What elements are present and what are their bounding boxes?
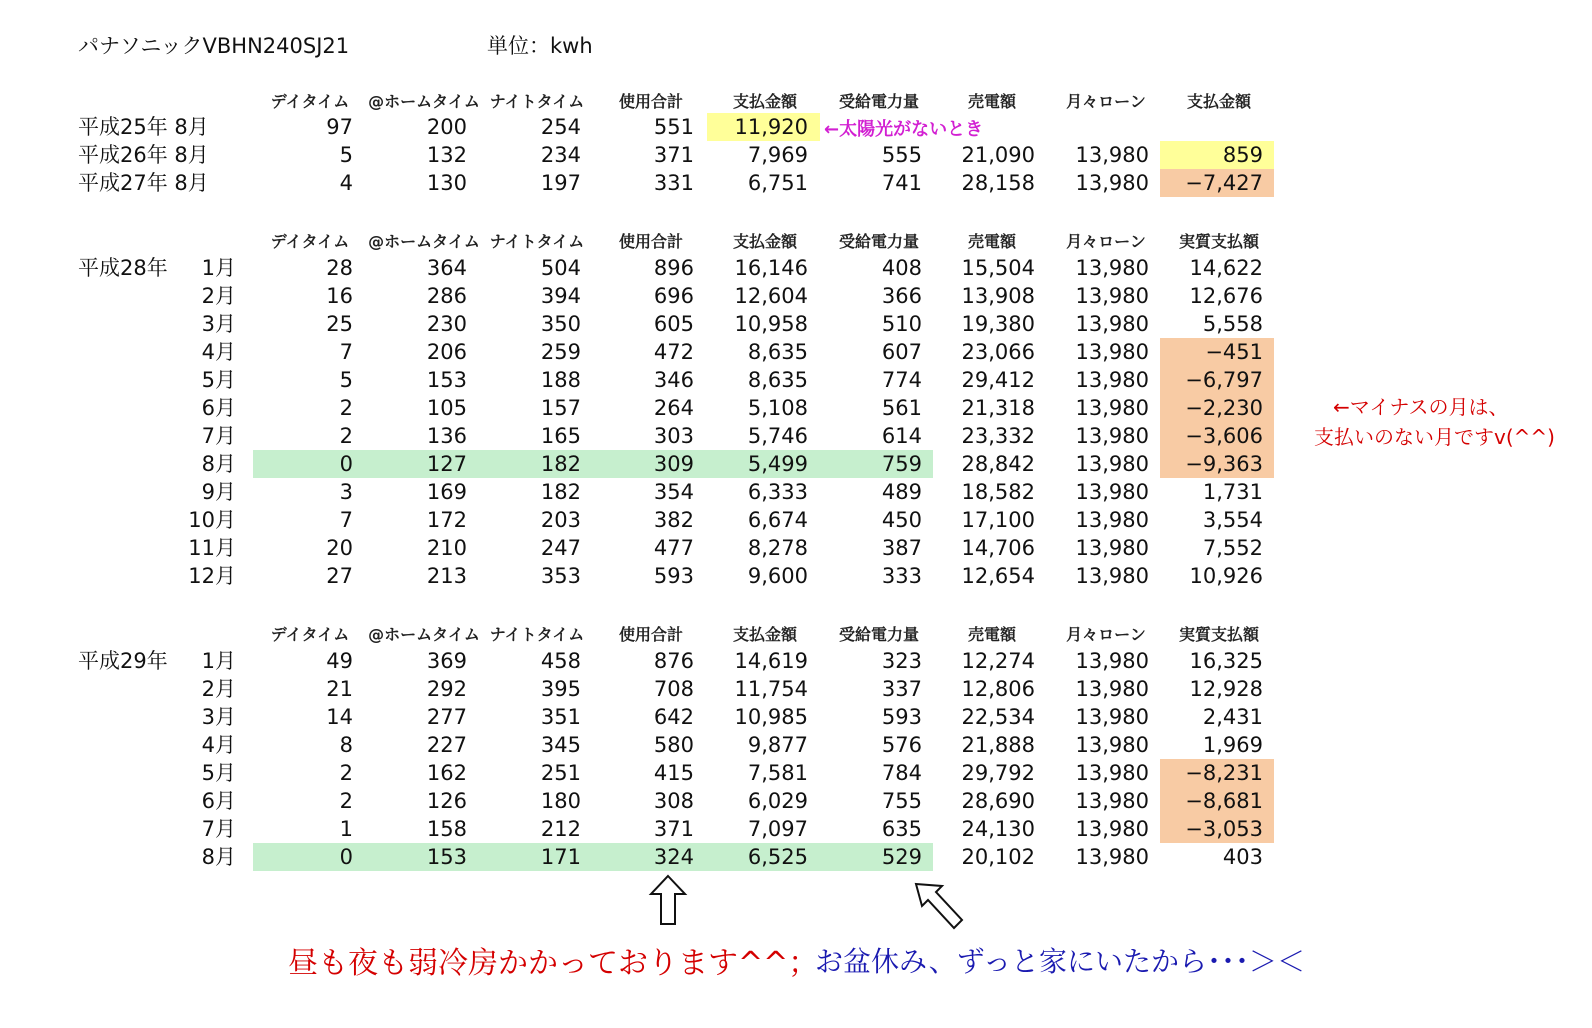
section2-header-6: 受給電力量 [838, 232, 919, 251]
section2-cell: 477 [653, 536, 694, 560]
diagonal-arrow-icon [912, 880, 968, 932]
sheet-title: パナソニックVBHN240SJ21 [78, 34, 350, 58]
section2-cell: 8,635 [747, 340, 808, 364]
section2-cell: 7 [339, 340, 353, 364]
section1-cell: 6,751 [747, 171, 808, 195]
section3-cell: 876 [653, 649, 694, 673]
section2-cell: 759 [881, 452, 922, 476]
caption-obon: お盆休み、ずっと家にいたから･･･＞＜ [815, 945, 1306, 978]
section2-cell: 19,380 [961, 312, 1035, 336]
section2-cell: 510 [881, 312, 922, 336]
section3-cell: −8,231 [1185, 761, 1263, 785]
section3-cell: 8 [339, 733, 353, 757]
section2-cell: 5,558 [1202, 312, 1263, 336]
section3-cell: 162 [426, 761, 467, 785]
section2-cell: 9,600 [747, 564, 808, 588]
section3-year-label: 平成29年 [78, 649, 168, 673]
section3-cell: 13,980 [1075, 649, 1149, 673]
section2-cell: 16,146 [734, 256, 808, 280]
section3-cell: 14 [326, 705, 353, 729]
section3-cell: 580 [653, 733, 694, 757]
section2-header-2: @ホームタイム [368, 232, 480, 251]
section1-row-label: 平成26年 8月 [78, 143, 209, 167]
section2-cell: 6,333 [747, 480, 808, 504]
section3-cell: 635 [881, 817, 922, 841]
section3-cell: 337 [881, 677, 922, 701]
section2-cell: 8,278 [747, 536, 808, 560]
section1-header-4: 使用合計 [618, 92, 683, 111]
section3-cell: 593 [881, 705, 922, 729]
section2-cell: 387 [881, 536, 922, 560]
section3-cell: 7,097 [747, 817, 808, 841]
section3-cell: 180 [540, 789, 581, 813]
section1-header-6: 受給電力量 [838, 92, 919, 111]
section1-header-2: @ホームタイム [368, 92, 480, 111]
section2-header-5: 支払金額 [732, 232, 797, 251]
section3-cell: 13,980 [1075, 677, 1149, 701]
section2-cell: 607 [881, 340, 922, 364]
section2-row-label: 4月 [201, 340, 236, 364]
section3-row-label: 7月 [201, 817, 236, 841]
section3-cell: 7,581 [747, 761, 808, 785]
section3-cell: 784 [881, 761, 922, 785]
section2-cell: 450 [881, 508, 922, 532]
section1-cell: 13,980 [1075, 171, 1149, 195]
section3-cell: 13,980 [1075, 761, 1149, 785]
section2-cell: 333 [881, 564, 922, 588]
section3-header-1: デイタイム [270, 625, 350, 644]
section2-cell: 13,980 [1075, 508, 1149, 532]
section1-cell: 13,980 [1075, 143, 1149, 167]
section1-row-label: 平成27年 8月 [78, 171, 209, 195]
section2-cell: 896 [653, 256, 694, 280]
section3-cell: 345 [540, 733, 581, 757]
section2-cell: 408 [881, 256, 922, 280]
section3-header-5: 支払金額 [732, 625, 797, 644]
section3-cell: 2 [339, 761, 353, 785]
section1-cell: −7,427 [1185, 171, 1263, 195]
section2-cell: 203 [540, 508, 581, 532]
section3-cell: 324 [653, 845, 694, 869]
section2-cell: 12,604 [734, 284, 808, 308]
section2-cell: 182 [540, 480, 581, 504]
section2-cell: 13,980 [1075, 256, 1149, 280]
section1-cell: 5 [339, 143, 353, 167]
section2-cell: 10,958 [734, 312, 808, 336]
section3-cell: 351 [540, 705, 581, 729]
section3-cell: 642 [653, 705, 694, 729]
section2-cell: 354 [653, 480, 694, 504]
section2-cell: 13,980 [1075, 424, 1149, 448]
section1-header-9: 支払金額 [1186, 92, 1251, 111]
section3-cell: 323 [881, 649, 922, 673]
section2-cell: 17,100 [961, 508, 1035, 532]
section1-cell: 130 [426, 171, 467, 195]
section2-row-label: 1月 [201, 256, 236, 280]
section2-cell: 561 [881, 396, 922, 420]
section2-cell: 8,635 [747, 368, 808, 392]
section3-cell: 10,985 [734, 705, 808, 729]
section1-cell: 7,969 [747, 143, 808, 167]
section2-cell: 13,980 [1075, 312, 1149, 336]
section3-cell: 1 [339, 817, 353, 841]
section3-cell: 171 [540, 845, 581, 869]
caption-cooling: 昼も夜も弱冷房かかっております^^； [288, 946, 819, 981]
section2-cell: 105 [426, 396, 467, 420]
section3-cell: 13,980 [1075, 817, 1149, 841]
section2-row-label: 6月 [201, 396, 236, 420]
section3-row-label: 2月 [201, 677, 236, 701]
section3-header-6: 受給電力量 [838, 625, 919, 644]
section1-header-8: 月々ローン [1066, 92, 1146, 111]
section3-cell: 2,431 [1202, 705, 1263, 729]
section1-cell: 331 [653, 171, 694, 195]
section2-cell: 13,980 [1075, 536, 1149, 560]
section3-cell: 403 [1222, 845, 1263, 869]
section3-cell: 292 [426, 677, 467, 701]
section1-header-7: 売電額 [967, 92, 1016, 111]
section2-cell: 20 [326, 536, 353, 560]
section2-cell: 10,926 [1189, 564, 1263, 588]
section3-cell: 415 [653, 761, 694, 785]
section3-cell: 2 [339, 789, 353, 813]
section3-cell: 395 [540, 677, 581, 701]
section2-cell: 472 [653, 340, 694, 364]
section2-cell: 13,908 [961, 284, 1035, 308]
section3-header-7: 売電額 [967, 625, 1016, 644]
section2-cell: 13,980 [1075, 284, 1149, 308]
section2-cell: 0 [339, 452, 353, 476]
section3-cell: 13,980 [1075, 733, 1149, 757]
section2-cell: 286 [426, 284, 467, 308]
section2-cell: 157 [540, 396, 581, 420]
section3-cell: 708 [653, 677, 694, 701]
section2-row-label: 11月 [188, 536, 236, 560]
section2-cell: 2 [339, 424, 353, 448]
section2-cell: 13,980 [1075, 480, 1149, 504]
section2-header-8: 月々ローン [1066, 232, 1146, 251]
section2-cell: 172 [426, 508, 467, 532]
section2-cell: 13,980 [1075, 340, 1149, 364]
section3-cell: 755 [881, 789, 922, 813]
up-arrow-icon [648, 874, 688, 926]
section2-cell: 614 [881, 424, 922, 448]
section2-cell: 28,842 [961, 452, 1035, 476]
section2-cell: 5,499 [747, 452, 808, 476]
section2-row-label: 8月 [201, 452, 236, 476]
section3-header-4: 使用合計 [618, 625, 683, 644]
section2-cell: 2 [339, 396, 353, 420]
section3-cell: −8,681 [1185, 789, 1263, 813]
section1-cell: 551 [653, 115, 694, 139]
section2-row-label: 9月 [201, 480, 236, 504]
section3-cell: −3,053 [1185, 817, 1263, 841]
section3-cell: 369 [426, 649, 467, 673]
section2-cell: 206 [426, 340, 467, 364]
section3-row-label: 1月 [201, 649, 236, 673]
section2-cell: 382 [653, 508, 694, 532]
section3-cell: 20,102 [961, 845, 1035, 869]
section3-cell: 212 [540, 817, 581, 841]
section3-cell: 0 [339, 845, 353, 869]
section2-cell: 188 [540, 368, 581, 392]
unit-label: 単位：kwh [487, 34, 593, 58]
section3-cell: 12,274 [961, 649, 1035, 673]
section1-cell: 741 [881, 171, 922, 195]
minus-note-line2: 支払いのない月ですv(^^) [1314, 425, 1555, 449]
section2-cell: 696 [653, 284, 694, 308]
section3-row-label: 6月 [201, 789, 236, 813]
section2-cell: 169 [426, 480, 467, 504]
section2-cell: 3,554 [1202, 508, 1263, 532]
section3-row-label: 4月 [201, 733, 236, 757]
section2-cell: 153 [426, 368, 467, 392]
section3-cell: 9,877 [747, 733, 808, 757]
section1-header-1: デイタイム [270, 92, 350, 111]
section3-cell: 12,806 [961, 677, 1035, 701]
section2-cell: 16 [326, 284, 353, 308]
section2-cell: 14,706 [961, 536, 1035, 560]
section3-cell: 153 [426, 845, 467, 869]
section1-row-label: 平成25年 8月 [78, 115, 209, 139]
section3-cell: 227 [426, 733, 467, 757]
section2-cell: 593 [653, 564, 694, 588]
section3-cell: 13,980 [1075, 789, 1149, 813]
section3-cell: 12,928 [1189, 677, 1263, 701]
section2-cell: 6,674 [747, 508, 808, 532]
section2-cell: 13,980 [1075, 564, 1149, 588]
section2-cell: 5,108 [747, 396, 808, 420]
section2-cell: 3 [339, 480, 353, 504]
section2-header-9: 実質支払額 [1178, 232, 1259, 251]
section2-cell: 259 [540, 340, 581, 364]
section2-row-label: 5月 [201, 368, 236, 392]
section2-cell: 605 [653, 312, 694, 336]
section3-cell: 126 [426, 789, 467, 813]
section2-cell: 5,746 [747, 424, 808, 448]
section3-cell: 6,525 [747, 845, 808, 869]
section3-cell: 22,534 [961, 705, 1035, 729]
section1-cell: 21,090 [961, 143, 1035, 167]
section2-cell: 7,552 [1202, 536, 1263, 560]
section3-cell: 529 [881, 845, 922, 869]
section3-row-label: 3月 [201, 705, 236, 729]
section3-cell: 13,980 [1075, 845, 1149, 869]
section1-cell: 132 [426, 143, 467, 167]
section3-cell: 16,325 [1189, 649, 1263, 673]
section2-cell: 346 [653, 368, 694, 392]
section3-header-3: ナイトタイム [489, 625, 585, 644]
section3-cell: 24,130 [961, 817, 1035, 841]
section2-cell: 14,622 [1189, 256, 1263, 280]
section2-header-1: デイタイム [270, 232, 350, 251]
section3-cell: 458 [540, 649, 581, 673]
section2-cell: 364 [426, 256, 467, 280]
section2-cell: 230 [426, 312, 467, 336]
section3-row-label: 8月 [201, 845, 236, 869]
section2-header-7: 売電額 [967, 232, 1016, 251]
section3-cell: 21,888 [961, 733, 1035, 757]
section3-cell: 158 [426, 817, 467, 841]
section2-cell: −451 [1205, 340, 1263, 364]
section2-cell: −2,230 [1185, 396, 1263, 420]
section3-cell: 1,969 [1202, 733, 1263, 757]
section2-cell: 264 [653, 396, 694, 420]
section2-cell: 7 [339, 508, 353, 532]
section3-cell: 308 [653, 789, 694, 813]
section2-cell: 165 [540, 424, 581, 448]
section3-cell: 13,980 [1075, 705, 1149, 729]
section2-cell: 13,980 [1075, 368, 1149, 392]
section2-cell: 210 [426, 536, 467, 560]
section1-cell: 97 [326, 115, 353, 139]
section2-cell: 27 [326, 564, 353, 588]
section2-row-label: 10月 [188, 508, 236, 532]
section2-header-4: 使用合計 [618, 232, 683, 251]
section3-cell: 11,754 [734, 677, 808, 701]
section2-cell: 1,731 [1202, 480, 1263, 504]
section2-cell: 136 [426, 424, 467, 448]
section1-cell: 254 [540, 115, 581, 139]
section2-cell: 12,654 [961, 564, 1035, 588]
section2-cell: 353 [540, 564, 581, 588]
section1-header-3: ナイトタイム [489, 92, 585, 111]
section3-header-8: 月々ローン [1066, 625, 1146, 644]
section1-cell: 28,158 [961, 171, 1035, 195]
section2-row-label: 2月 [201, 284, 236, 308]
section2-cell: 182 [540, 452, 581, 476]
section3-header-2: @ホームタイム [368, 625, 480, 644]
section2-cell: −6,797 [1185, 368, 1263, 392]
section1-header-5: 支払金額 [732, 92, 797, 111]
section3-row-label: 5月 [201, 761, 236, 785]
section2-cell: 23,066 [961, 340, 1035, 364]
section2-cell: −3,606 [1185, 424, 1263, 448]
section1-cell: 4 [339, 171, 353, 195]
section2-cell: 18,582 [961, 480, 1035, 504]
section2-cell: 23,332 [961, 424, 1035, 448]
section2-row-label: 3月 [201, 312, 236, 336]
section2-cell: 504 [540, 256, 581, 280]
section2-header-3: ナイトタイム [489, 232, 585, 251]
section2-cell: 309 [653, 452, 694, 476]
section2-cell: 28 [326, 256, 353, 280]
section1-cell: 11,920 [734, 115, 808, 139]
section3-cell: 371 [653, 817, 694, 841]
section2-row-label: 12月 [188, 564, 236, 588]
section2-cell: 13,980 [1075, 452, 1149, 476]
section3-cell: 49 [326, 649, 353, 673]
section2-cell: 29,412 [961, 368, 1035, 392]
section3-cell: 6,029 [747, 789, 808, 813]
section3-cell: 29,792 [961, 761, 1035, 785]
section2-cell: 15,504 [961, 256, 1035, 280]
section2-cell: 489 [881, 480, 922, 504]
section2-cell: 774 [881, 368, 922, 392]
section3-header-9: 実質支払額 [1178, 625, 1259, 644]
section2-cell: −9,363 [1185, 452, 1263, 476]
section2-year-label: 平成28年 [78, 256, 168, 280]
section2-cell: 303 [653, 424, 694, 448]
section3-cell: 576 [881, 733, 922, 757]
section2-cell: 213 [426, 564, 467, 588]
minus-note-line1: ←マイナスの月は、 [1333, 395, 1509, 419]
section2-cell: 12,676 [1189, 284, 1263, 308]
section2-cell: 366 [881, 284, 922, 308]
section1-cell: 200 [426, 115, 467, 139]
section2-cell: 25 [326, 312, 353, 336]
section1-cell: 859 [1222, 143, 1263, 167]
section2-cell: 127 [426, 452, 467, 476]
section1-cell: 234 [540, 143, 581, 167]
section3-cell: 251 [540, 761, 581, 785]
section1-cell: 555 [881, 143, 922, 167]
section2-cell: 5 [339, 368, 353, 392]
section3-cell: 28,690 [961, 789, 1035, 813]
section2-cell: 247 [540, 536, 581, 560]
section2-row-label: 7月 [201, 424, 236, 448]
section1-cell: 371 [653, 143, 694, 167]
section2-cell: 394 [540, 284, 581, 308]
section2-cell: 350 [540, 312, 581, 336]
section3-cell: 21 [326, 677, 353, 701]
section2-cell: 13,980 [1075, 396, 1149, 420]
section3-cell: 14,619 [734, 649, 808, 673]
no-solar-note: ←太陽光がないとき [824, 119, 984, 140]
section1-cell: 197 [540, 171, 581, 195]
section2-cell: 21,318 [961, 396, 1035, 420]
section3-cell: 277 [426, 705, 467, 729]
